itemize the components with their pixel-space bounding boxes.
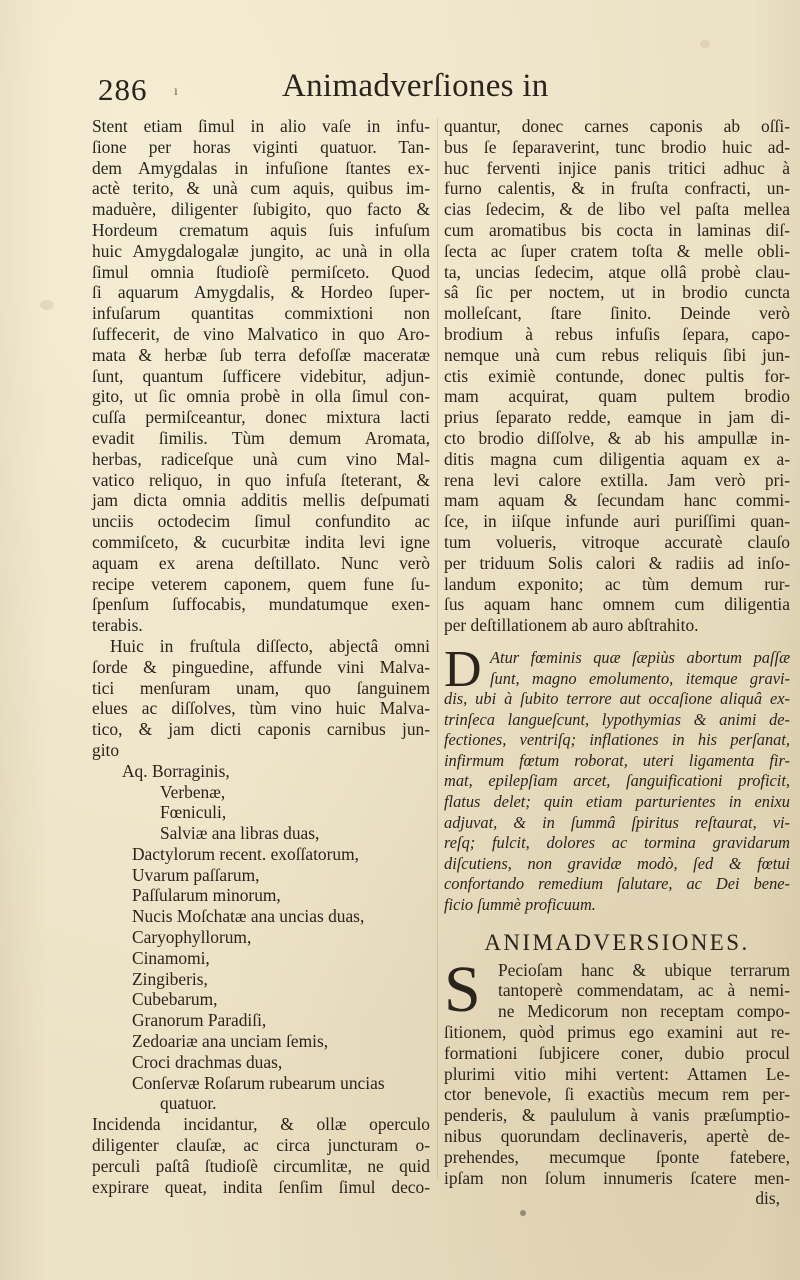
recipe-item: Croci drachmas duas,	[132, 1051, 283, 1072]
text-line: ſione per horas viginti quatuor. Tan-	[92, 136, 430, 157]
text-line: aquam ex arena deſtillato. Nunc verò	[92, 552, 430, 573]
right-column	[444, 116, 790, 1208]
text-line: tum volueris, vitroque accuratè clauſo	[444, 531, 790, 552]
text-line: unciis octodecim ſimul confundito ac	[92, 511, 430, 532]
recipe-item: Conſervæ Roſarum rubearum uncias	[132, 1072, 385, 1093]
text-line: maduère, diligenter ſubigito, quo facto &	[92, 199, 430, 220]
text-line: ne Medicorum non receptam compo-	[498, 1001, 790, 1022]
text-line: ſi aquarum Amygdalis, & Hordeo ſuper-	[92, 282, 430, 303]
recipe-item: Dactylorum recent. exoſſatorum,	[132, 843, 359, 864]
text-line: infuſarum quantitas commixtioni non	[92, 303, 430, 324]
text-line: ſpenſum ſuffocabis, mundatumque exen-	[92, 594, 430, 615]
text-line: expirare queat, indita ſenſim ſimul deco-	[92, 1176, 430, 1197]
recipe-list	[92, 761, 430, 1115]
ink-dot	[520, 1210, 526, 1216]
recipe-item: Paſſularum minorum,	[132, 885, 281, 906]
text-line: tantoperè commendatam, ac à nemi-	[498, 980, 790, 1001]
paper-stain	[40, 300, 54, 310]
printer-mark: ı	[174, 84, 178, 99]
text-line: diligenter clauſæ, ac circa juncturam o-	[92, 1135, 430, 1156]
text-line: Hordeum crematum aquis ſuis infuſum	[92, 219, 430, 240]
text-line: prehendes, mecumque ſponte fatebere,	[444, 1146, 790, 1167]
text-line: bus ſe ſeparaverint, tunc brodio huic ad-	[444, 136, 790, 157]
text-line: ſus aquam hanc omnem cum diligentia	[444, 594, 790, 615]
text-line: elues ac diſſolves, tùm vino huic Malva-	[92, 698, 430, 719]
text-line: huic Amygdalogalæ jungito, ac unà in olla	[92, 240, 430, 261]
recipe-item: Uvarum paſſarum,	[132, 864, 260, 885]
text-line: furno calentis, & in fruſta confracti, un-	[444, 178, 790, 199]
recipe-item: Caryophyllorum,	[132, 927, 252, 948]
text-line: quantur, donec carnes caponis ab oſſi-	[444, 116, 790, 136]
text-line: terabis.	[92, 615, 143, 636]
text-line: nemque unà cum rebus reliquis ſibi jun-	[444, 344, 790, 365]
italic-line: flatus delet; quin etiam parturientes in enixu	[444, 792, 790, 812]
recipe-item: Verbenæ,	[160, 781, 226, 802]
recipe-item: Cinamomi,	[132, 947, 210, 968]
catchword: dis,	[755, 1188, 780, 1209]
text-line: huc ferventi injice panis tritici adhuc à	[444, 157, 790, 178]
text-line: cias ſedecim, & de libo vel paſta mellea	[444, 199, 790, 220]
text-line: ſecta ac ſuper cratem toſta & melle obli-	[444, 240, 790, 261]
text-line: per deſtillationem ab auro abſtrahito.	[444, 615, 699, 636]
text-line: Huic in fruſtula diſſecto, abjectâ omni	[110, 635, 430, 656]
text-line: gito, ut ſic omnia probè in olla ſimul con-	[92, 386, 430, 407]
text-line: mam aquam & ſecundam hanc commi-	[444, 490, 790, 511]
left-column	[92, 116, 430, 1197]
text-line: Pecioſam hanc & ubique terrarum	[498, 959, 790, 980]
text-line: Incidenda incidantur, & ollæ operculo	[92, 1114, 430, 1135]
text-line: ſce, in iiſque infunde auri puriſſimi quan-	[444, 511, 790, 532]
text-line: ipſam non ſolum innumeris ſcatere men-	[444, 1167, 790, 1188]
italic-line: ficio ſummè proficuum.	[444, 895, 596, 915]
text-line: ſitionem, quòd primus ego examini aut re-	[444, 1022, 790, 1043]
paper-stain	[700, 40, 710, 48]
text-line: tico, & jam dicti caponis carnibus jun-	[92, 719, 430, 740]
text-line: ſorde & pinguedine, affunde vini Malva-	[92, 656, 430, 677]
recipe-item: Fœniculi,	[160, 802, 227, 823]
text-line: formationi ſubjicere coner, dubio procul	[444, 1042, 790, 1063]
running-title: Animadverſiones in	[282, 68, 549, 104]
drop-initial: S	[444, 952, 481, 1026]
italic-line: dis, ubi à ſubito terrore aut occaſione aliquâ ex-	[444, 689, 790, 709]
text-line: actè terito, & unà cum aquis, quibus im-	[92, 178, 430, 199]
text-line: ta, uncias ſedecim, atque ollâ probè clau-	[444, 261, 790, 282]
italic-line: ſunt, magno emolumento, itemque gravi-	[490, 668, 790, 688]
text-line: Stent etiam ſimul in alio vaſe in infu-	[92, 116, 430, 136]
text-line: perculi paſtâ ſtudioſè circumlitæ, ne quid	[92, 1155, 430, 1176]
paragraph	[92, 116, 430, 636]
italic-paragraph	[444, 640, 790, 916]
recipe-item: Zingiberis,	[132, 968, 208, 989]
paragraph	[444, 952, 790, 1209]
text-line: commiſceto, & cucurbitæ indita levi igne	[92, 531, 430, 552]
recipe-item: Granorum Paradiſi,	[132, 1010, 267, 1031]
text-line: ſimul omnia ſtudioſè permiſceto. Quod	[92, 261, 430, 282]
text-line: prius ſeparato redde, eamque in jam di-	[444, 407, 790, 428]
section-heading: ANIMADVERSIONES.	[484, 929, 750, 955]
drop-initial: D	[444, 640, 482, 698]
text-line: evadit ſimilis. Tùm demum Aromata,	[92, 427, 430, 448]
paragraph	[92, 1114, 430, 1197]
page-number: 286	[98, 72, 148, 107]
text-line: rena levi calore extilla. Jam verò pri-	[444, 469, 790, 490]
italic-line: fectiones, ventriſq; inflationes in his perſanat,	[444, 730, 790, 750]
paragraph	[444, 116, 790, 636]
italic-line: diſcutiens, non gravidæ modò, ſed & fœtui	[444, 853, 790, 873]
recipe-item: Nucis Moſchatæ ana uncias duas,	[132, 906, 365, 927]
text-line: vatico reliquo, in quo infuſa ſteterant, &	[92, 469, 430, 490]
text-line: penderis, & paululum à vanis præſumptio-	[444, 1105, 790, 1126]
text-line: cum aromatibus bis cocta in laminas diſ-	[444, 219, 790, 240]
column-gutter	[437, 118, 438, 1178]
text-line: gito	[92, 739, 120, 760]
italic-line: trinſeca langueſcunt, lypothymias & animi de-	[444, 709, 790, 729]
recipe-item: Aq. Borraginis,	[122, 760, 230, 781]
paragraph	[92, 636, 430, 761]
text-line: mam acquirat, quam pultem brodio	[444, 386, 790, 407]
recipe-item: Zedoariæ ana unciam ſemis,	[132, 1031, 329, 1052]
text-line: mata & herbæ ſub terra defoſſæ maceratæ	[92, 344, 430, 365]
text-line: sâ ſic per noctem, ut in brodio cuncta	[444, 282, 790, 303]
recipe-item: Cubebarum,	[132, 989, 218, 1010]
text-line: ſunt, quantum ſufficere videbitur, adjun-	[92, 365, 430, 386]
page-header	[98, 68, 658, 112]
text-line: jam dicta omnia additis mellis deſpumati	[92, 490, 430, 511]
text-line: herbas, radiceſque unà cum vino Mal-	[92, 448, 430, 469]
text-line: brodium à rebus infuſis ſepara, capo-	[444, 323, 790, 344]
text-line: dem Amygdalas in infuſione ſtantes ex-	[92, 157, 430, 178]
text-line: ctor benevole, ſi exactiùs mecum rem per-	[444, 1084, 790, 1105]
text-line: cuſſa permiſceantur, donec mixtura lacti	[92, 407, 430, 428]
text-line: nibus quorundam declinaveris, apertè de-	[444, 1126, 790, 1147]
italic-line: Atur fœminis quæ ſæpiùs abortum paſſæ	[490, 647, 790, 667]
text-line: ſuffecerit, de vino Malvatico in quo Aro-	[92, 323, 430, 344]
text-line: ctis eximiè contunde, donec pultis for-	[444, 365, 790, 386]
text-line: per triduum Solis calori & radiis ad inſo-	[444, 552, 790, 573]
italic-line: confortando remedium ſalutare, ac Dei bene-	[444, 874, 790, 894]
italic-line: reſq; fulcit, dolores ac tormina gravidarum	[444, 833, 790, 853]
italic-line: mat, epilepſiam arcet, ſanguificationi proficit,	[444, 771, 790, 791]
text-line: plurimi vitio mihi vertent: Attamen Le-	[444, 1063, 790, 1084]
text-line: tici menſuram unam, quo ſanguinem	[92, 677, 430, 698]
text-line: molleſcant, ſtare ſinito. Deinde verò	[444, 303, 790, 324]
italic-line: infirmum fœtum roborat, uteri ligamenta fir-	[444, 750, 790, 770]
text-line: ditis magna cum diligentia aquam ex a-	[444, 448, 790, 469]
recipe-item: Salviæ ana libras duas,	[160, 823, 320, 844]
italic-line: adjuvat, & in ſummâ ſpiritus reſtaurat, vi-	[444, 812, 790, 832]
text-line: cto brodio diſſolve, & ab his ampullæ in-	[444, 427, 790, 448]
text-line: landum exponito; ac tùm demum rur-	[444, 573, 790, 594]
recipe-item: quatuor.	[160, 1093, 217, 1114]
text-line: recipe veterem caponem, quem fune ſu-	[92, 573, 430, 594]
